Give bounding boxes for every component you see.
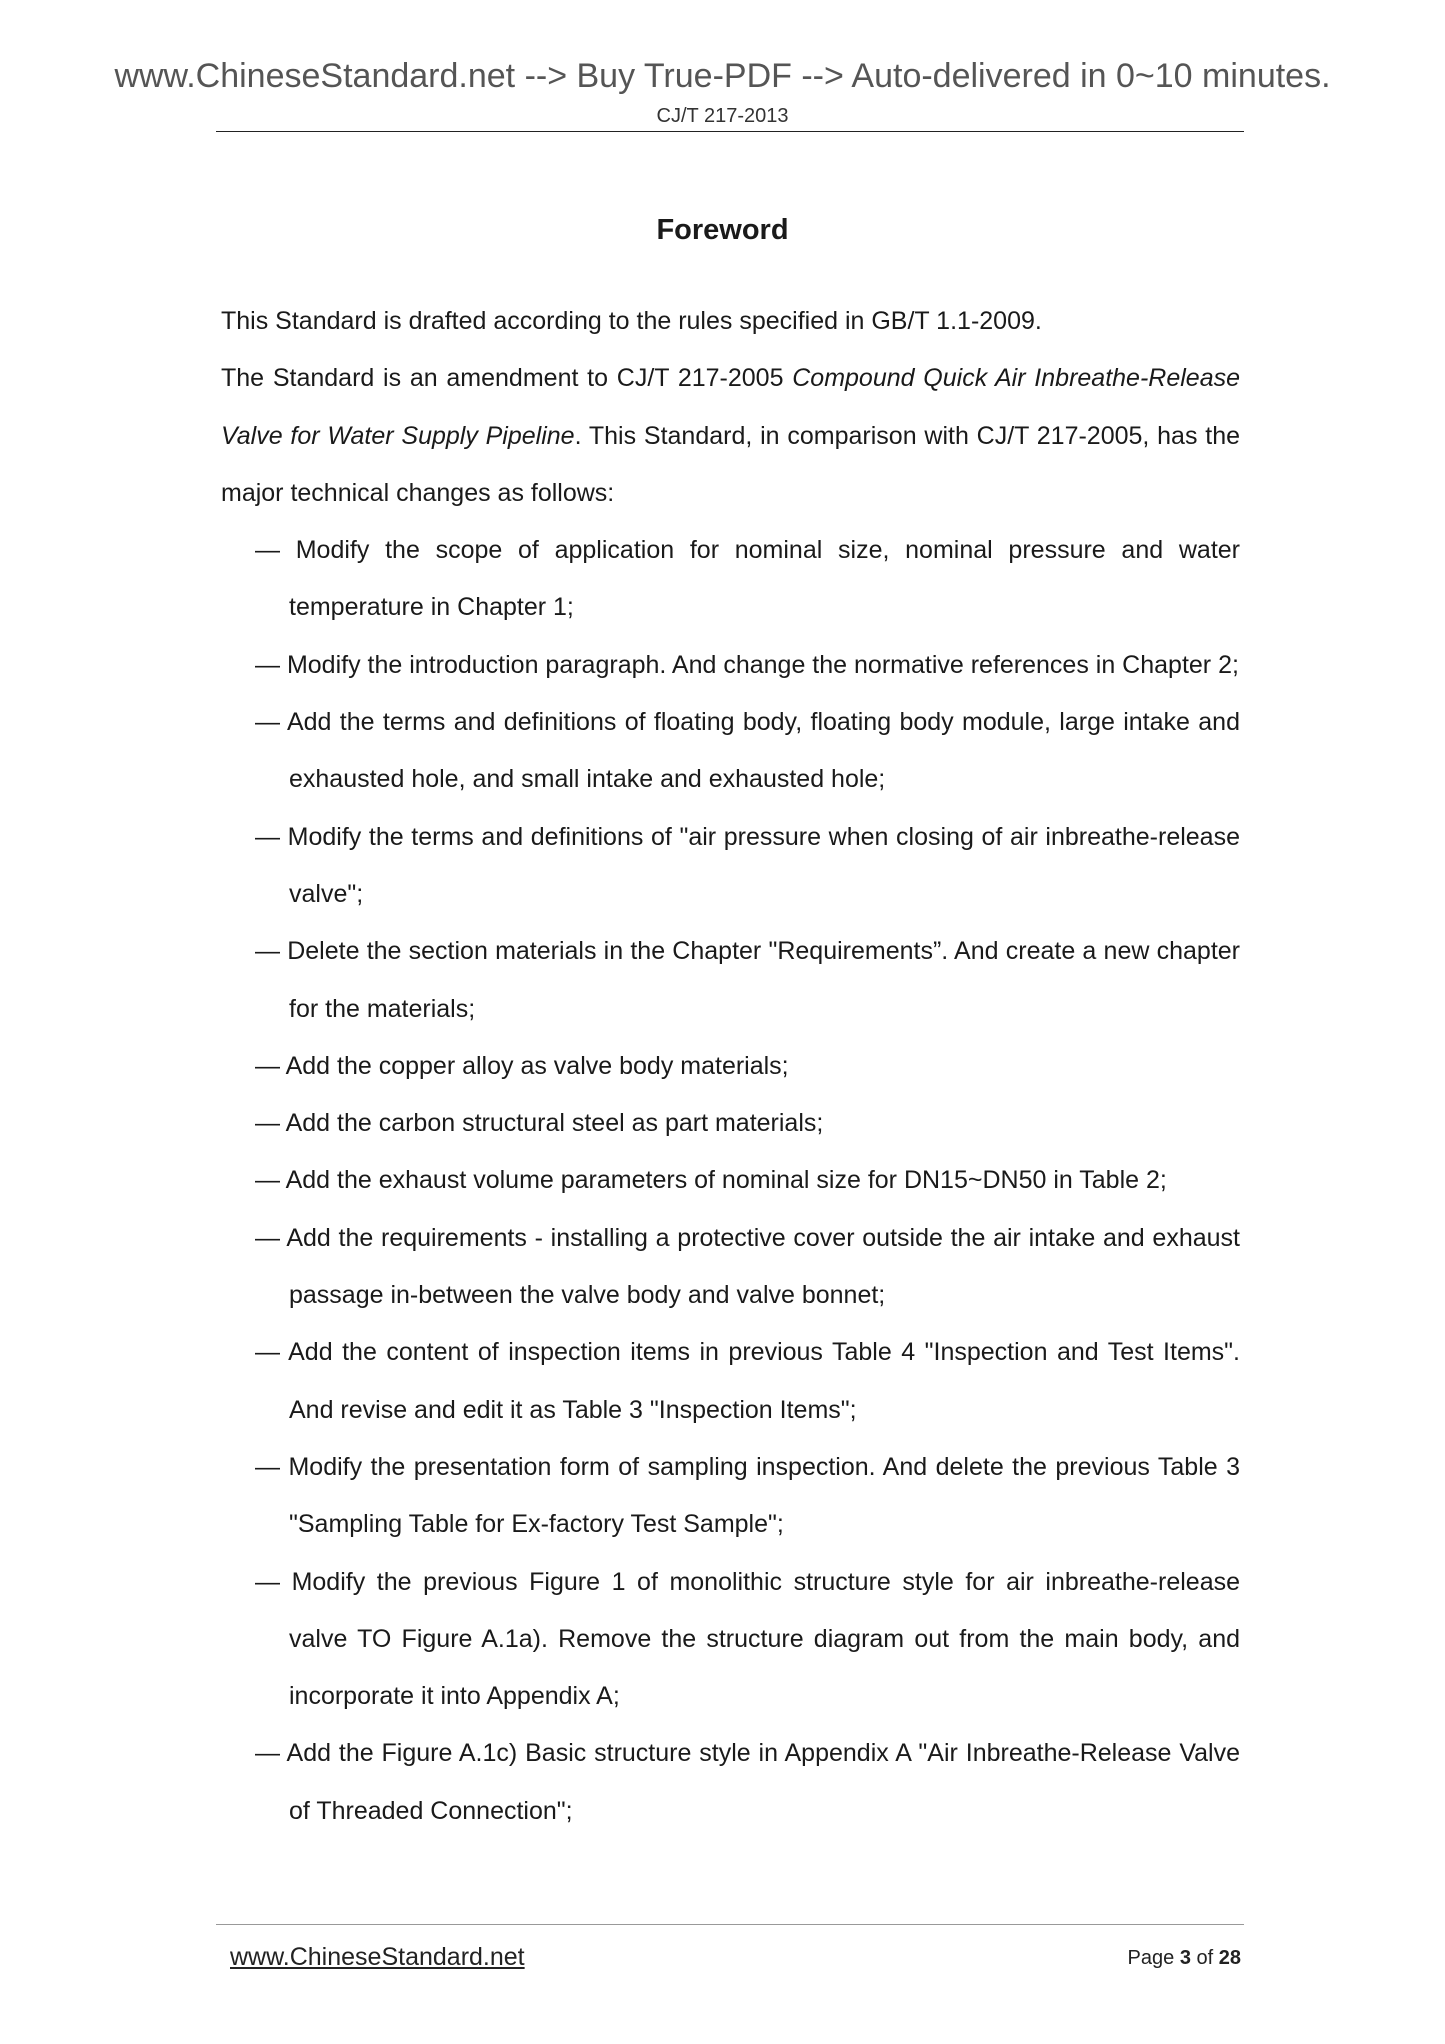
dash-marker: —	[255, 1109, 280, 1138]
change-item	[221, 637, 1240, 694]
page-title: Foreword	[656, 214, 789, 246]
page-number	[1128, 1946, 1241, 1970]
dash-marker: —	[255, 937, 280, 966]
change-text: Delete the section materials in the Chapter "Requirements”. And create a new chapter for the materials;	[287, 937, 1240, 1023]
dash-marker: —	[255, 1051, 280, 1080]
dash-marker: —	[255, 822, 280, 851]
dash-marker: —	[255, 650, 280, 679]
amendment-prefix: The Standard is an amendment to CJ/T 217-2005	[221, 364, 793, 393]
footer-rule	[216, 1924, 1244, 1925]
change-text: Modify the scope of application for nominal size, nominal pressure and water temperature in Chapter 1;	[289, 536, 1240, 622]
amended-standard-title: Compound Quick Air Inbreathe-Release Valve for Water Supply Pipeline	[221, 364, 1241, 450]
change-text: Add the content of inspection items in previous Table 4 "Inspection and Test Items". And revise and edit it as Table 3 "Inspection Items";	[288, 1338, 1240, 1424]
footer-site-link[interactable]: www.ChineseStandard.net	[230, 1943, 525, 1971]
change-text: Add the requirements - installing a protective cover outside the air intake and exhaust passage in-between the valve body and valve bonnet;	[286, 1223, 1240, 1310]
change-text: Modify the presentation form of sampling inspection. And delete the previous Table 3 "Sampling Table for Ex-factory Test Sample";	[288, 1452, 1241, 1539]
change-item	[221, 522, 1240, 637]
change-item	[221, 1725, 1240, 1840]
page-of: of	[1196, 1947, 1214, 1969]
change-item	[221, 1554, 1240, 1726]
dash-marker: —	[255, 708, 280, 737]
amendment-paragraph	[221, 350, 1240, 522]
changes-list	[221, 522, 1240, 1840]
change-item	[221, 1038, 1240, 1095]
change-text: Add the copper alloy as valve body materials;	[285, 1051, 789, 1080]
change-item	[221, 923, 1240, 1038]
change-text: Add the carbon structural steel as part materials;	[285, 1109, 824, 1138]
amendment-suffix: . This Standard, in comparison with CJ/T 217-2005, has the major technical changes as follows:	[221, 421, 1241, 507]
dash-marker: —	[255, 1452, 280, 1481]
page-label: Page	[1127, 1947, 1175, 1969]
intro-line: This Standard is drafted according to the rules specified in GB/T 1.1-2009.	[221, 307, 1042, 335]
change-item	[221, 1095, 1240, 1152]
change-item	[221, 1439, 1240, 1554]
change-item	[221, 1210, 1240, 1325]
dash-marker: —	[255, 1739, 280, 1768]
page-total: 28	[1218, 1947, 1241, 1969]
change-text: Add the Figure A.1c) Basic structure style in Appendix A "Air Inbreathe-Release Valve of Threaded Connection";	[286, 1739, 1240, 1825]
change-text: Modify the introduction paragraph. And change the normative references in Chapter 2;	[286, 650, 1239, 679]
change-text: Add the exhaust volume parameters of nominal size for DN15~DN50 in Table 2;	[285, 1166, 1167, 1195]
header-banner[interactable]: www.ChineseStandard.net --> Buy True-PDF --> Auto-delivered in 0~10 minutes.	[114, 57, 1331, 95]
standard-code: CJ/T 217-2013	[656, 105, 789, 127]
dash-marker: —	[255, 536, 280, 565]
page-current: 3	[1179, 1947, 1191, 1969]
change-item	[221, 809, 1240, 924]
change-item	[221, 1324, 1240, 1439]
change-item	[221, 1152, 1240, 1209]
dash-marker: —	[255, 1338, 280, 1367]
header-rule	[216, 131, 1244, 132]
dash-marker: —	[255, 1567, 280, 1596]
change-item	[221, 694, 1240, 809]
change-text: Modify the previous Figure 1 of monolithic structure style for air inbreathe-release valve TO Figure A.1a). Remove the structure diagram out from the main body, and incorporate it into Appendix A;	[289, 1567, 1240, 1711]
dash-marker: —	[255, 1166, 280, 1195]
change-text: Modify the terms and definitions of "air pressure when closing of air inbreathe-release valve";	[287, 822, 1240, 908]
dash-marker: —	[255, 1223, 280, 1252]
change-text: Add the terms and definitions of floating body, floating body module, large intake and exhausted hole, and small intake and exhausted hole;	[286, 708, 1240, 794]
document-body	[221, 293, 1240, 1840]
